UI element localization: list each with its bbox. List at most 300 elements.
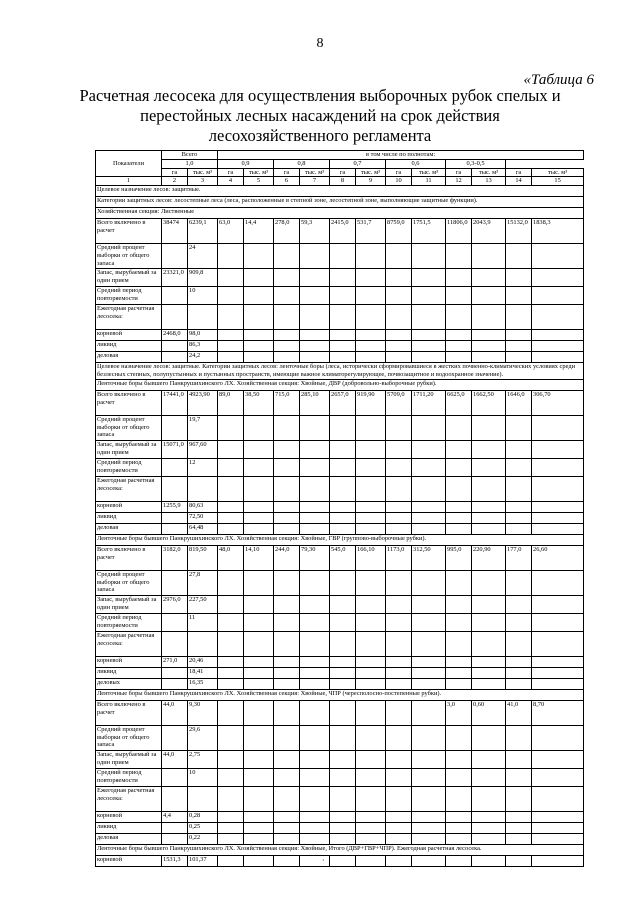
empty-cell	[274, 667, 300, 678]
row-label: корневой	[96, 811, 162, 822]
empty-cell	[356, 855, 386, 866]
empty-cell	[244, 570, 274, 595]
value-cell: 1711,20	[412, 390, 446, 415]
value-cell: 44,0	[162, 750, 188, 768]
data-row	[96, 822, 584, 833]
value-cell: 285,10	[300, 390, 330, 415]
column-number: 14	[506, 177, 532, 186]
value-cell	[300, 700, 330, 725]
empty-cell	[300, 330, 330, 341]
empty-cell	[412, 512, 446, 523]
header-unit: га	[446, 168, 472, 177]
row-label: Всего включено в расчет	[96, 700, 162, 725]
empty-cell	[446, 305, 472, 330]
value-cell: 306,70	[532, 390, 584, 415]
empty-cell	[386, 287, 412, 305]
empty-cell	[300, 244, 330, 269]
empty-cell	[162, 768, 188, 786]
empty-cell	[412, 678, 446, 689]
empty-cell	[506, 501, 532, 512]
empty-cell	[330, 523, 356, 534]
data-row	[96, 750, 584, 768]
section-header-row	[96, 197, 584, 208]
empty-cell	[330, 244, 356, 269]
empty-cell	[188, 631, 218, 656]
empty-cell	[356, 678, 386, 689]
column-number: 6	[274, 177, 300, 186]
empty-cell	[446, 678, 472, 689]
empty-cell	[244, 613, 274, 631]
value-cell: 531,7	[356, 219, 386, 244]
empty-cell	[244, 352, 274, 363]
empty-cell	[356, 352, 386, 363]
value-cell: 8,70	[532, 700, 584, 725]
row-label: Запас, вырубаемый за один прием	[96, 269, 162, 287]
empty-cell	[356, 330, 386, 341]
row-label: ликвид	[96, 512, 162, 523]
value-cell: 2468,0	[162, 330, 188, 341]
data-row	[96, 523, 584, 534]
row-label: Всего включено в расчет	[96, 545, 162, 570]
value-cell: 20,46	[188, 656, 218, 667]
row-label: Средний период повторяемости	[96, 458, 162, 476]
value-cell: 1646,0	[506, 390, 532, 415]
section-header-row	[96, 363, 584, 380]
empty-cell	[274, 833, 300, 844]
data-row	[96, 512, 584, 523]
value-cell: 89,0	[218, 390, 244, 415]
empty-cell	[244, 656, 274, 667]
empty-cell	[506, 595, 532, 613]
empty-cell	[412, 833, 446, 844]
header-by-density: в том числе по полнотам:	[218, 151, 584, 160]
empty-cell	[386, 512, 412, 523]
section-header: Ленточные боры бывшего Панкрушихинского ЛХ. Хозяйственная секция: Хвойные, Итого (ДВР+ГВР+ЧПР). Ежегодная расчетная лесосека.	[96, 844, 584, 855]
row-label: Ежегодная расчетная лесосека:	[96, 631, 162, 656]
empty-cell	[218, 750, 244, 768]
empty-cell	[532, 678, 584, 689]
empty-cell	[188, 305, 218, 330]
empty-cell	[218, 811, 244, 822]
empty-cell	[532, 768, 584, 786]
data-row	[96, 330, 584, 341]
value-cell: 18,41	[188, 667, 218, 678]
empty-cell	[300, 667, 330, 678]
empty-cell	[356, 501, 386, 512]
empty-cell	[330, 269, 356, 287]
empty-cell	[330, 725, 356, 750]
empty-cell	[412, 501, 446, 512]
empty-cell	[274, 287, 300, 305]
empty-cell	[532, 269, 584, 287]
value-cell: 715,0	[274, 390, 300, 415]
empty-cell	[506, 678, 532, 689]
value-cell: 11	[188, 613, 218, 631]
value-cell: 14,10	[244, 545, 274, 570]
empty-cell	[244, 244, 274, 269]
empty-cell	[532, 287, 584, 305]
empty-cell	[274, 631, 300, 656]
empty-cell	[356, 523, 386, 534]
empty-cell	[244, 269, 274, 287]
data-row	[96, 390, 584, 415]
empty-cell	[330, 287, 356, 305]
row-label: ликвид	[96, 822, 162, 833]
empty-cell	[386, 269, 412, 287]
empty-cell	[446, 613, 472, 631]
empty-cell	[386, 458, 412, 476]
empty-cell	[162, 476, 188, 501]
empty-cell	[386, 570, 412, 595]
empty-cell	[244, 523, 274, 534]
empty-cell	[446, 570, 472, 595]
value-cell: 24,2	[188, 352, 218, 363]
header-indicator: Показатели	[96, 151, 162, 177]
empty-cell	[244, 330, 274, 341]
value-cell: 0,22	[188, 833, 218, 844]
document-title	[0, 86, 640, 146]
empty-cell	[162, 352, 188, 363]
empty-cell	[218, 287, 244, 305]
row-label: Средний процент выборки от общего запаса	[96, 725, 162, 750]
value-cell: 26,60	[532, 545, 584, 570]
empty-cell	[218, 244, 244, 269]
empty-cell	[386, 811, 412, 822]
value-cell: 10	[188, 287, 218, 305]
empty-cell	[506, 512, 532, 523]
empty-cell	[274, 512, 300, 523]
empty-cell	[218, 341, 244, 352]
data-row	[96, 595, 584, 613]
empty-cell	[300, 750, 330, 768]
value-cell: 17441,0	[162, 390, 188, 415]
empty-cell	[274, 811, 300, 822]
empty-cell	[218, 305, 244, 330]
empty-cell	[532, 415, 584, 440]
empty-cell	[218, 833, 244, 844]
empty-cell	[472, 613, 506, 631]
empty-cell	[244, 667, 274, 678]
empty-cell	[356, 595, 386, 613]
header-unit: га	[162, 168, 188, 177]
empty-cell	[446, 415, 472, 440]
empty-cell	[300, 415, 330, 440]
empty-cell	[532, 570, 584, 595]
value-cell: 3182,0	[162, 545, 188, 570]
empty-cell	[330, 656, 356, 667]
empty-cell	[446, 656, 472, 667]
empty-cell	[300, 305, 330, 330]
page-number: 8	[316, 36, 324, 51]
empty-cell	[386, 786, 412, 811]
header-unit: га	[330, 168, 356, 177]
empty-cell	[386, 750, 412, 768]
empty-cell	[506, 725, 532, 750]
empty-cell	[274, 750, 300, 768]
empty-cell	[162, 305, 188, 330]
empty-cell	[506, 341, 532, 352]
value-cell: 271,0	[162, 656, 188, 667]
empty-cell	[412, 656, 446, 667]
empty-cell	[162, 415, 188, 440]
empty-cell	[244, 768, 274, 786]
empty-cell	[274, 822, 300, 833]
row-label: Ежегодная расчетная лесосека:	[96, 476, 162, 501]
empty-cell	[472, 501, 506, 512]
empty-cell	[330, 341, 356, 352]
value-cell: 2657,0	[330, 390, 356, 415]
empty-cell	[162, 523, 188, 534]
empty-cell	[330, 768, 356, 786]
empty-cell	[472, 341, 506, 352]
empty-cell	[218, 667, 244, 678]
empty-cell	[472, 786, 506, 811]
empty-cell	[356, 631, 386, 656]
empty-cell	[386, 855, 412, 866]
empty-cell	[412, 750, 446, 768]
empty-cell	[446, 725, 472, 750]
value-cell: 80,63	[188, 501, 218, 512]
empty-cell	[506, 458, 532, 476]
value-cell: 15132,0	[506, 219, 532, 244]
data-row	[96, 545, 584, 570]
empty-cell	[356, 476, 386, 501]
empty-cell	[244, 678, 274, 689]
data-row	[96, 219, 584, 244]
value-cell: 11806,0	[446, 219, 472, 244]
column-number: 9	[356, 177, 386, 186]
empty-cell	[506, 352, 532, 363]
empty-cell	[162, 786, 188, 811]
title-line: лесохозяйственного регламента	[208, 126, 432, 145]
row-label: деловая	[96, 833, 162, 844]
value-cell: 919,90	[356, 390, 386, 415]
header-unit: га	[386, 168, 412, 177]
data-row	[96, 768, 584, 786]
column-number: 1	[96, 177, 162, 186]
section-header: Целевое назначение лесов: защитные. Категории защитных лесов: ленточные боры (леса, исторически сформировавшиеся в жестких почвенно-климатических условиях среди безлесных степных, полупустынных и пустынных пространств, имеющие важное климаторегулирующее, почвозащитное и водоохранное значение).	[96, 363, 584, 380]
empty-cell	[244, 341, 274, 352]
empty-cell	[472, 833, 506, 844]
row-label: ликвид	[96, 667, 162, 678]
empty-cell	[472, 523, 506, 534]
empty-cell	[330, 750, 356, 768]
empty-cell	[412, 476, 446, 501]
empty-cell	[532, 786, 584, 811]
empty-cell	[472, 269, 506, 287]
section-header-row	[96, 534, 584, 545]
empty-cell	[162, 458, 188, 476]
row-label: Ежегодная расчетная лесосека:	[96, 305, 162, 330]
data-row	[96, 287, 584, 305]
empty-cell	[532, 305, 584, 330]
empty-cell	[274, 613, 300, 631]
empty-cell	[506, 656, 532, 667]
empty-cell	[412, 631, 446, 656]
empty-cell	[446, 595, 472, 613]
empty-cell	[244, 786, 274, 811]
empty-cell	[386, 833, 412, 844]
empty-cell	[330, 811, 356, 822]
value-cell	[356, 700, 386, 725]
empty-cell	[244, 305, 274, 330]
empty-cell	[162, 631, 188, 656]
value-cell: 1751,5	[412, 219, 446, 244]
empty-cell	[532, 631, 584, 656]
empty-cell	[446, 330, 472, 341]
empty-cell	[218, 786, 244, 811]
value-cell: 8759,0	[386, 219, 412, 244]
empty-cell	[446, 667, 472, 678]
empty-cell	[506, 855, 532, 866]
data-row	[96, 341, 584, 352]
empty-cell	[244, 287, 274, 305]
header-row	[96, 168, 584, 177]
empty-cell	[472, 415, 506, 440]
empty-cell	[356, 305, 386, 330]
empty-cell	[244, 415, 274, 440]
value-cell: 2043,9	[472, 219, 506, 244]
empty-cell	[412, 786, 446, 811]
empty-cell	[532, 476, 584, 501]
empty-cell	[472, 667, 506, 678]
empty-cell	[532, 656, 584, 667]
value-cell: 3,0	[446, 700, 472, 725]
empty-cell	[446, 833, 472, 844]
empty-cell	[330, 501, 356, 512]
column-number: 11	[412, 177, 446, 186]
empty-cell	[446, 501, 472, 512]
empty-cell	[218, 512, 244, 523]
empty-cell	[446, 768, 472, 786]
empty-cell	[356, 786, 386, 811]
empty-cell	[274, 415, 300, 440]
empty-cell	[356, 725, 386, 750]
empty-cell	[506, 440, 532, 458]
empty-cell	[356, 570, 386, 595]
empty-cell	[412, 768, 446, 786]
header-total: Всего	[162, 151, 218, 160]
empty-cell	[386, 667, 412, 678]
value-cell: 48,0	[218, 545, 244, 570]
empty-cell	[446, 631, 472, 656]
empty-cell	[244, 725, 274, 750]
row-label: корневой	[96, 330, 162, 341]
value-cell: 819,50	[188, 545, 218, 570]
empty-cell	[412, 725, 446, 750]
value-cell: 1531,3	[162, 855, 188, 866]
value-cell: 101,37	[188, 855, 218, 866]
value-cell: 6239,1	[188, 219, 218, 244]
empty-cell	[506, 269, 532, 287]
empty-cell	[274, 725, 300, 750]
empty-cell	[356, 811, 386, 822]
value-cell: 227,50	[188, 595, 218, 613]
header-density: 0,8	[274, 159, 330, 168]
empty-cell	[356, 269, 386, 287]
empty-cell	[274, 678, 300, 689]
header-unit: тыс. м³	[244, 168, 274, 177]
empty-cell	[274, 570, 300, 595]
empty-cell	[300, 855, 330, 866]
empty-cell	[330, 458, 356, 476]
empty-cell	[532, 341, 584, 352]
section-header: Хозяйственная секция: Лиственные	[96, 208, 584, 219]
empty-cell	[532, 595, 584, 613]
empty-cell	[274, 656, 300, 667]
header-unit: тыс. м³	[412, 168, 446, 177]
value-cell: 15071,0	[162, 440, 188, 458]
value-cell: 1662,50	[472, 390, 506, 415]
empty-cell	[244, 458, 274, 476]
value-cell: 27,8	[188, 570, 218, 595]
empty-cell	[506, 244, 532, 269]
empty-cell	[330, 330, 356, 341]
empty-cell	[162, 613, 188, 631]
empty-cell	[274, 458, 300, 476]
section-header: Целевое назначение лесов: защитные.	[96, 186, 584, 197]
header-unit: га	[506, 168, 532, 177]
empty-cell	[188, 786, 218, 811]
section-header-row	[96, 208, 584, 219]
empty-cell	[330, 833, 356, 844]
empty-cell	[162, 341, 188, 352]
empty-cell	[472, 855, 506, 866]
value-cell: 0,60	[472, 700, 506, 725]
empty-cell	[412, 269, 446, 287]
header-unit: га	[218, 168, 244, 177]
empty-cell	[506, 768, 532, 786]
header-unit: тыс. м³	[300, 168, 330, 177]
empty-cell	[274, 352, 300, 363]
empty-cell	[330, 512, 356, 523]
empty-cell	[446, 512, 472, 523]
empty-cell	[244, 631, 274, 656]
empty-cell	[412, 440, 446, 458]
data-row	[96, 811, 584, 822]
empty-cell	[356, 656, 386, 667]
data-row	[96, 501, 584, 512]
value-cell: 64,48	[188, 523, 218, 534]
empty-cell	[330, 822, 356, 833]
empty-cell	[472, 656, 506, 667]
empty-cell	[532, 667, 584, 678]
section-header: Ленточные боры бывшего Панкрушихинского ЛХ. Хозяйственная секция: Хвойные, ДВР (добровольно-выборочные рубки).	[96, 379, 584, 390]
empty-cell	[274, 501, 300, 512]
header-row	[96, 151, 584, 160]
empty-cell	[532, 613, 584, 631]
empty-cell	[506, 833, 532, 844]
data-row	[96, 476, 584, 501]
empty-cell	[532, 822, 584, 833]
empty-cell	[532, 501, 584, 512]
value-cell: 63,0	[218, 219, 244, 244]
value-cell: 909,8	[188, 269, 218, 287]
empty-cell	[300, 269, 330, 287]
value-cell: 4,4	[162, 811, 188, 822]
value-cell	[330, 700, 356, 725]
value-cell: 2415,0	[330, 219, 356, 244]
header-row	[96, 177, 584, 186]
empty-cell	[472, 750, 506, 768]
empty-cell	[446, 786, 472, 811]
empty-cell	[446, 750, 472, 768]
empty-cell	[412, 352, 446, 363]
value-cell: 38474	[162, 219, 188, 244]
value-cell	[244, 700, 274, 725]
empty-cell	[330, 855, 356, 866]
empty-cell	[386, 440, 412, 458]
